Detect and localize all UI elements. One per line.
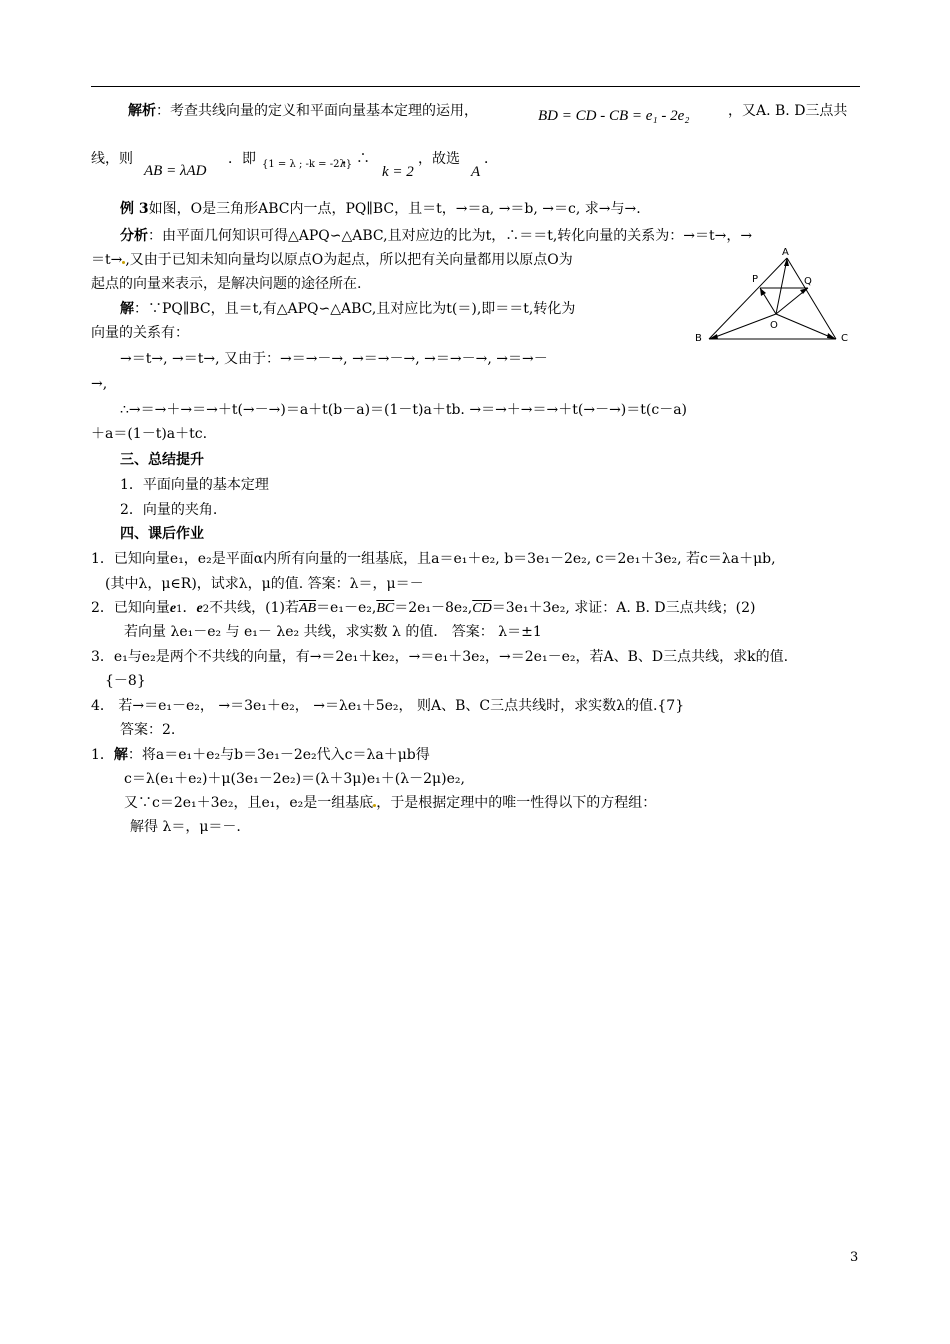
analysis-text-b: ，又A. B. D三点共 — [728, 103, 848, 119]
analysis-text-f: ，故选 — [418, 151, 460, 167]
solution-line-6: ＋a＝(1－t)a＋tc. — [91, 426, 208, 442]
q1-line-1: 1．已知向量e₁，e₂是平面α内所有向量的一组基底，且a＝e₁＋e₂, b＝3e₁－2e₂, c＝2e₁＋3e₂, 若c＝λa＋μb, — [91, 551, 776, 567]
analysis2-line-2b-text: ,又由于已知未知向量均以原点O为起点，所以把有关向量都用以原点O为 — [125, 252, 573, 268]
q2-e2: e — [196, 601, 203, 616]
analysis-text-e: ，∴ — [342, 151, 370, 167]
analysis2-line-1 — [120, 227, 752, 245]
vector-ab: $\overline{AB}$ — [298, 601, 317, 616]
section3-item-2: 2．向量的夹角. — [120, 502, 218, 518]
triangle-figure — [690, 244, 860, 354]
solution-line-1-text: ：∵PQ∥BC，且＝t,有△APQ∽△ABC,且对应比为t(＝),即＝＝t,转化为 — [134, 301, 576, 317]
analysis-line-1 — [128, 102, 478, 120]
q3-line-1: 3．e₁与e₂是两个不共线的向量，有→＝2e₁＋ke₂，→＝e₁＋3e₂，→＝2e₁－e₂，若A、B、D三点共线，求k的值. — [91, 649, 789, 665]
example-3-text: 如图，O是三角形ABC内一点，PQ∥BC，且＝t，→＝a, →＝b, →＝c, 求→与→. — [148, 201, 641, 217]
solution-line-1 — [120, 300, 575, 318]
vector-bc: $\overline{BC}$ — [376, 601, 395, 616]
analysis-eq-1 — [538, 106, 689, 125]
answer1-line-3-text: 又∵c＝2e₁＋3e₂，且e₁，e₂是一组基底 — [124, 795, 374, 811]
section3-title: 三、总结提升 — [120, 452, 204, 468]
analysis-text-c: 线，则 — [91, 151, 133, 167]
analysis2-line-2 — [91, 251, 573, 269]
q2-text-b: ． — [182, 600, 197, 616]
example-3-label: 例 3 — [120, 201, 149, 217]
solution-line-4: →, — [91, 376, 108, 392]
vector-oc — [776, 314, 835, 339]
analysis2-line-3: 起点的向量来表示，是解决问题的途径所在. — [91, 276, 362, 292]
q2-text-d: ＝e₁－e₂, — [316, 600, 377, 616]
arrowhead-p — [760, 288, 766, 296]
vector-cd: $\overline{CD}$ — [472, 601, 492, 616]
label-o: O — [770, 320, 778, 331]
answer1-line-1-text: ：将a＝e₁＋e₂与b＝3e₁－2e₂代入c＝λa＋μb得 — [127, 747, 430, 763]
header-rule — [91, 86, 860, 87]
answer1-line-2: c＝λ(e₁＋e₂)＋μ(3e₁－2e₂)＝(λ＋3μ)e₁＋(λ－2μ)e₂, — [124, 771, 465, 787]
label-q: Q — [804, 276, 812, 287]
q3-line-2: {－8} — [105, 673, 146, 689]
analysis2-label: 分析 — [120, 228, 148, 244]
q2-text-c: 不共线，(1)若 — [209, 600, 299, 616]
q2-e1: e — [169, 601, 177, 616]
analysis-label: 解析 — [128, 103, 156, 119]
q2-sub-1: 1 — [176, 604, 183, 615]
q4-line-2: 答案：2. — [120, 722, 176, 738]
q4-line-1: 4． 若→＝e₁－e₂， →＝3e₁＋e₂， →＝λe₁＋5e₂， 则A、B、C三点共线时，求实数λ的值.{7} — [91, 698, 685, 714]
q2-line-2: 若向量 λe₁－e₂ 与 e₁－ λe₂ 共线，求实数 λ 的值． 答案： λ＝±1 — [124, 624, 542, 640]
vector-ob — [710, 314, 776, 339]
q2-text-a: 2．已知向量 — [91, 600, 170, 616]
solution-line-5: ∴→＝→＋→＝→＋t(→－→)＝a＋t(b－a)＝(1－t)a＋tb. →＝→＋→＝→＋t(→－→)＝t(c－a) — [120, 402, 688, 418]
analysis-eq-3: k = 2 — [382, 164, 414, 180]
label-a: A — [782, 247, 789, 258]
analysis2-line-1-text: ：由平面几何知识可得△APQ∽△ABC,且对应边的比为t，∴＝＝t,转化向量的关系为：→＝t→，→ — [148, 228, 753, 244]
answer1-number: 1． — [91, 747, 114, 763]
q2-text-f: ＝3e₁＋3e₂, 求证：A. B. D三点共线；(2) — [491, 600, 756, 616]
analysis-eq-2: AB = λAD — [144, 163, 207, 179]
analysis-text-g: ． — [484, 151, 498, 167]
label-b: B — [695, 333, 702, 344]
label-c: C — [841, 333, 848, 344]
answer1-line-1 — [91, 746, 430, 764]
example-3 — [120, 200, 641, 218]
q2-sub-2: 2 — [202, 604, 210, 615]
solution-label: 解 — [120, 301, 134, 317]
solution-line-2: 向量的关系有： — [91, 325, 189, 341]
page-number: 3 — [850, 1250, 859, 1265]
section3-item-1: 1．平面向量的基本定理 — [120, 477, 269, 493]
q1-line-2: (其中λ，μ∈R)，试求λ，μ的值. 答案：λ＝，μ＝－ — [105, 576, 424, 592]
answer1-label: 解 — [113, 747, 128, 763]
label-p: P — [752, 274, 759, 285]
section4-title: 四、课后作业 — [120, 526, 204, 542]
q2-text-e: ＝2e₁－8e₂, — [394, 600, 473, 616]
answer1-line-3b-text: ，于是根据定理中的唯一性得以下的方程组： — [376, 795, 657, 811]
vector-equation-bd: BD = CD - CB = e₁ - 2e₂ — [538, 108, 690, 124]
solution-line-3: →＝t→, →＝t→, 又由于：→＝→－→, →＝→－→, →＝→－→, →＝→－ — [120, 351, 548, 367]
answer1-line-4: 解得 λ＝，μ＝－. — [130, 819, 241, 835]
answer1-line-3 — [124, 794, 656, 812]
analysis-eq-4: A — [471, 164, 481, 180]
analysis-text-d: ．即 — [228, 151, 256, 167]
q2-line-1 — [91, 599, 755, 619]
equation-system: {1 = λ ; -k = -2λ} — [262, 159, 353, 170]
analysis2-line-2-text: ＝t→ — [91, 252, 123, 268]
analysis-text-a: ：考查共线向量的定义和平面向量基本定理的运用， — [156, 103, 478, 119]
